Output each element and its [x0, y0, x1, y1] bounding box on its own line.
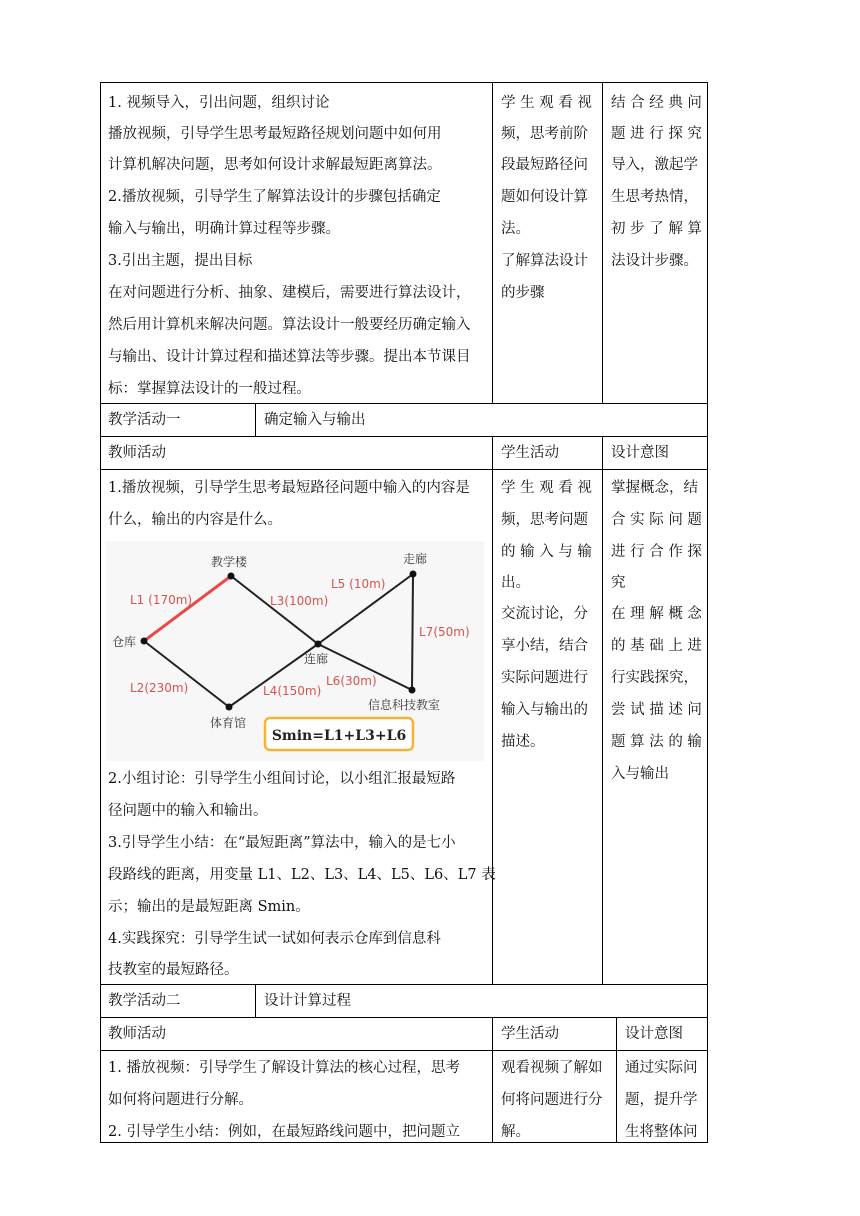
col-divider: [255, 403, 256, 436]
activity1-header-intent: 设计意图: [611, 445, 669, 461]
text-line: 段最短路径问: [501, 157, 588, 173]
text-line: 频，思考问题: [501, 512, 588, 528]
text-line: 学 生 观 看 视: [501, 95, 592, 111]
text-line: 输入与输出的: [501, 702, 588, 718]
shortest-path-diagram: [106, 541, 484, 761]
text-line: 在 理 解 概 念: [611, 606, 702, 622]
edge-l3: [231, 576, 318, 644]
col-divider: [492, 82, 493, 403]
text-line: 的步骤: [501, 285, 545, 301]
activity2-header-teacher: 教师活动: [108, 1026, 166, 1042]
text-line: 掌握概念，结: [611, 480, 698, 496]
text-line: 如何将问题进行分解。: [108, 1092, 253, 1108]
node-label-gym: 体育馆: [210, 716, 247, 730]
table-border-top: [100, 82, 708, 83]
formula-text: Smin=L1+L3+L6: [271, 728, 407, 744]
text-line: 实际问题进行: [501, 670, 588, 686]
text-line: 径问题中的输入和输出。: [108, 803, 268, 819]
shortest-path-graph: [106, 541, 484, 761]
node-label-teaching-building: 教学楼: [211, 555, 248, 569]
text-line: 然后用计算机来解决问题。算法设计一般要经历确定输入: [108, 317, 471, 333]
text-line: 2. 引导学生小结：例如，在最短路线问题中，把问题立: [108, 1124, 460, 1140]
node-label-warehouse: 仓库: [112, 635, 137, 649]
text-line: 结 合 经 典 问: [611, 95, 702, 111]
text-line: 标：掌握算法设计的一般过程。: [108, 381, 311, 397]
activity2-header-student: 学生活动: [501, 1026, 559, 1042]
text-line: 1.播放视频，引导学生思考最短路径问题中输入的内容是: [108, 480, 470, 496]
text-line: 的 基 础 上 进: [611, 638, 702, 654]
text-line: 3.引导学生小结：在“最短距离”算法中，输入的是七小: [108, 835, 456, 851]
col-divider: [602, 82, 603, 403]
edge-l1: [144, 576, 231, 641]
text-line: 合 实 际 问 题: [611, 512, 702, 528]
text-line: 解。: [501, 1124, 530, 1140]
edge-label-l1: L1 (170m): [130, 593, 193, 607]
text-line: 究: [611, 575, 626, 591]
node-corridor-mid: [315, 641, 322, 648]
activity2-header-intent: 设计意图: [625, 1026, 683, 1042]
text-line: 出。: [501, 575, 530, 591]
text-line: 2.小组讨论：引导学生小组间讨论，以小组汇报最短路: [108, 771, 456, 787]
text-line: 与输出、设计计算过程和描述算法等步骤。提出本节课目: [108, 349, 471, 365]
node-corridor-top: [410, 571, 417, 578]
edge-l2: [144, 641, 229, 707]
text-line: 进 行 合 作 探: [611, 544, 702, 560]
edge-label-l5: L5 (10m): [331, 577, 386, 591]
col-divider: [602, 436, 603, 984]
text-line: 初 步 了 解 算: [611, 221, 702, 237]
node-label-corridor-top: 走廊: [403, 552, 428, 566]
text-line: 行实践探究，: [611, 670, 698, 686]
text-line: 技教室的最短路径。: [108, 962, 239, 978]
text-line: 1. 视频导入，引出问题，组织讨论: [108, 95, 330, 111]
text-line: 4.实践探究：引导学生试一试如何表示仓库到信息科: [108, 931, 441, 947]
activity1-title: 确定输入与输出: [264, 412, 366, 428]
text-line: 了解算法设计: [501, 253, 588, 269]
node-it-classroom: [409, 687, 416, 694]
text-line: 生将整体问: [625, 1124, 698, 1140]
text-line: 导入，激起学: [611, 157, 698, 173]
text-line: 2.播放视频，引导学生了解算法设计的步骤包括确定: [108, 189, 441, 205]
text-line: 示；输出的是最短距离 Smin。: [108, 899, 310, 915]
text-line: 何将问题进行分: [501, 1092, 603, 1108]
text-line: 频，思考前阶: [501, 126, 588, 142]
col-divider: [255, 984, 256, 1017]
text-line: 学 生 观 看 视: [501, 480, 592, 496]
edge-l7: [412, 574, 413, 690]
text-line: 交流讨论，分: [501, 606, 588, 622]
text-line: 法。: [501, 221, 530, 237]
activity2-label: 教学活动二: [108, 993, 181, 1009]
edge-label-l7: L7(50m): [419, 625, 470, 639]
node-label-it-classroom: 信息科技教室: [368, 698, 441, 712]
col-divider: [616, 1017, 617, 1142]
text-line: 题 算 法 的 输: [611, 734, 702, 750]
text-line: 通过实际问: [625, 1060, 698, 1076]
node-warehouse: [141, 638, 148, 645]
text-line: 1. 播放视频：引导学生了解设计算法的核心过程，思考: [108, 1060, 460, 1076]
activity1-header-teacher: 教师活动: [108, 445, 166, 461]
text-line: 的 输 入 与 输: [501, 544, 592, 560]
node-teaching-building: [228, 573, 235, 580]
activity2-title: 设计计算过程: [264, 993, 351, 1009]
text-line: 入与输出: [611, 766, 669, 782]
edge-label-l3: L3(100m): [270, 594, 329, 608]
edge-label-l4: L4(150m): [263, 684, 322, 698]
node-gym: [226, 704, 233, 711]
text-line: 观看视频了解如: [501, 1060, 603, 1076]
text-line: 输入与输出，明确计算过程等步骤。: [108, 221, 340, 237]
text-line: 在对问题进行分析、抽象、建模后，需要进行算法设计，: [108, 285, 471, 301]
row-divider: [100, 436, 708, 437]
col-divider: [492, 436, 493, 984]
text-line: 什么，输出的内容是什么。: [108, 512, 282, 528]
text-line: 法设计步骤。: [611, 253, 698, 269]
edge-label-l2: L2(230m): [130, 681, 189, 695]
text-line: 题，提升学: [625, 1092, 698, 1108]
activity1-header-student: 学生活动: [501, 445, 559, 461]
text-line: 段路线的距离，用变量 L1、L2、L3、L4、L5、L6、L7 表: [108, 867, 496, 883]
node-label-corridor-mid: 连廊: [304, 652, 329, 666]
text-line: 题如何设计算: [501, 189, 588, 205]
text-line: 题 进 行 探 究: [611, 126, 702, 142]
text-line: 计算机解决问题，思考如何设计求解最短距离算法。: [108, 157, 442, 173]
text-line: 生思考热情，: [611, 189, 698, 205]
text-line: 描述。: [501, 734, 545, 750]
text-line: 享小结，结合: [501, 638, 588, 654]
activity1-label: 教学活动一: [108, 412, 181, 428]
text-line: 3.引出主题，提出目标: [108, 253, 253, 269]
text-line: 播放视频，引导学生思考最短路径规划问题中如何用: [108, 126, 442, 142]
edge-label-l6: L6(30m): [326, 674, 377, 688]
col-divider: [492, 1017, 493, 1142]
text-line: 尝 试 描 述 问: [611, 702, 702, 718]
